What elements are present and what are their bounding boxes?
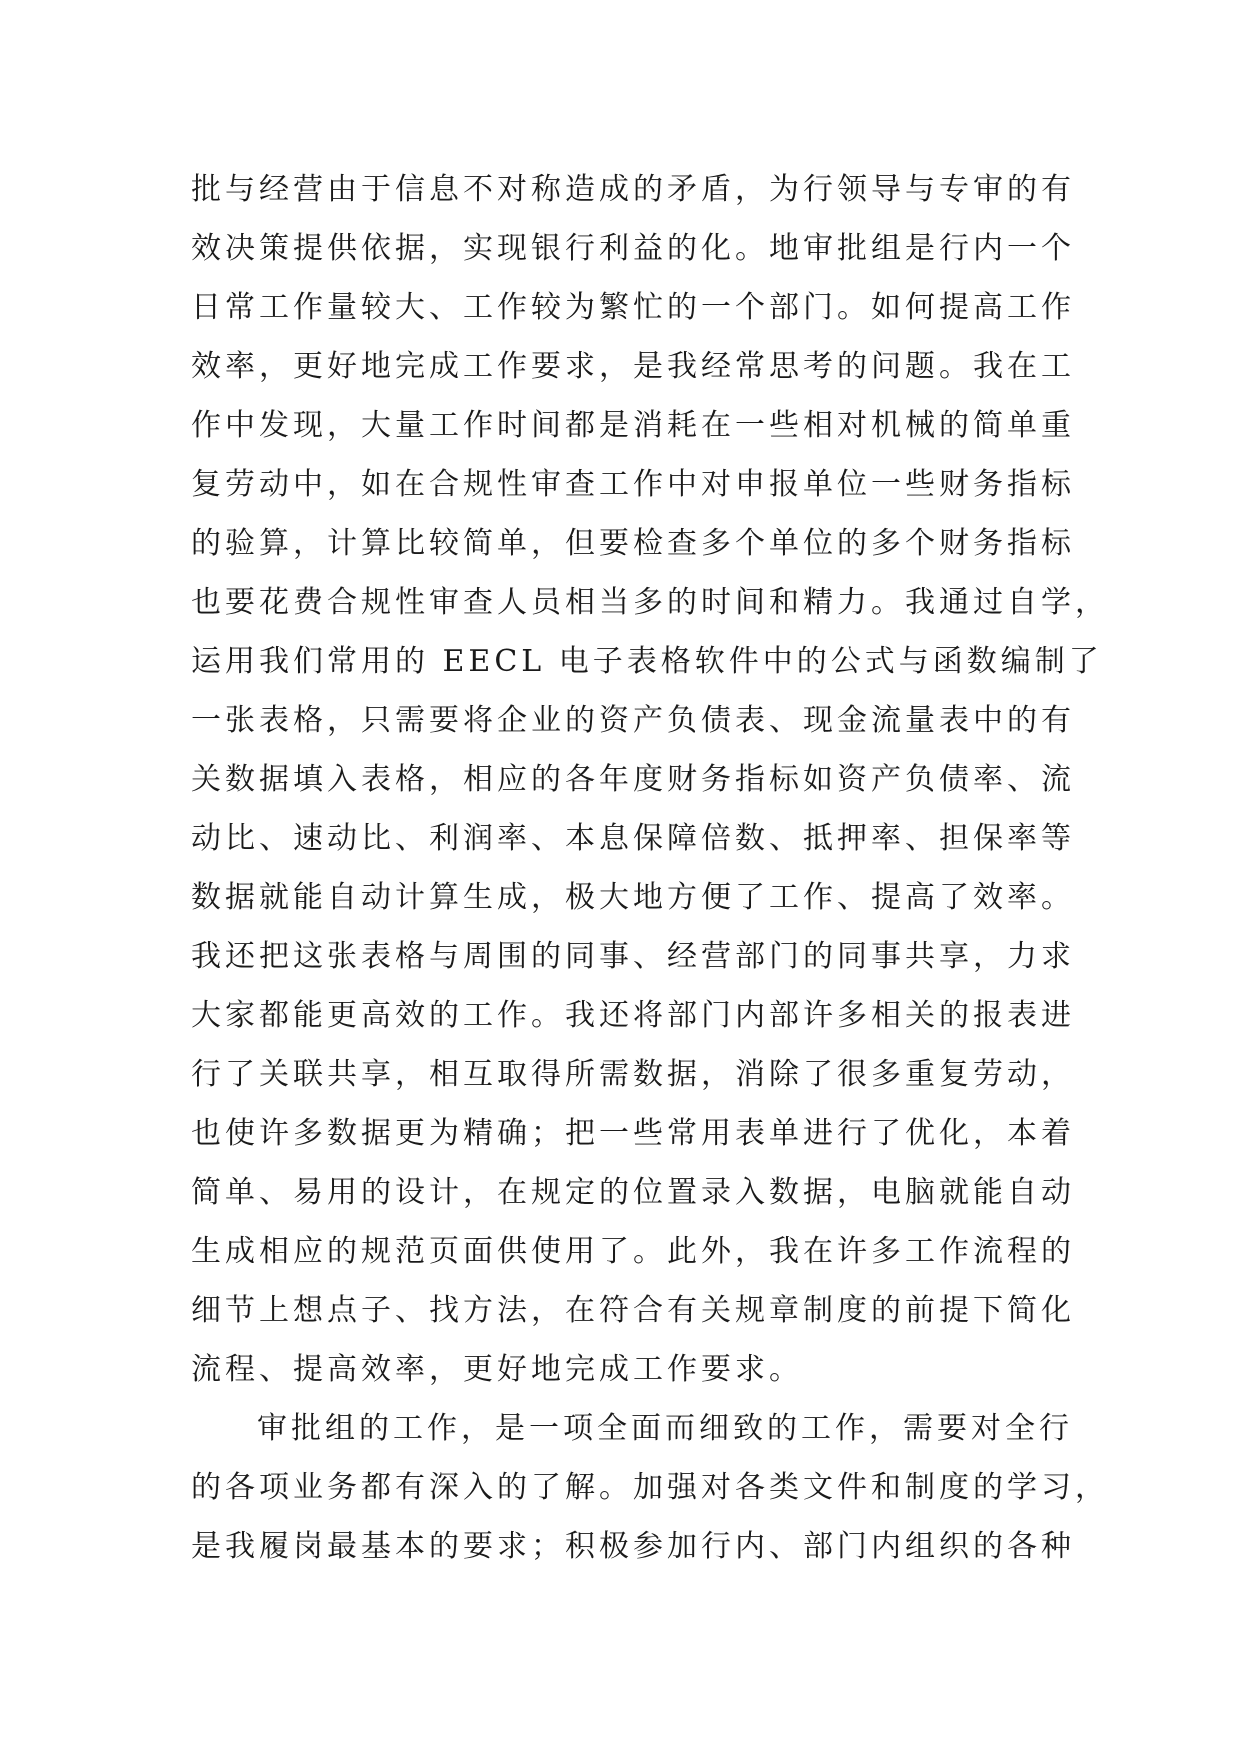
text-line: 效率，更好地完成工作要求，是我经常思考的问题。我在工 xyxy=(191,349,1075,384)
text-line: 我还把这张表格与周围的同事、经营部门的同事共享，力求 xyxy=(191,939,1075,974)
text-line: 简单、易用的设计，在规定的位置录入数据，电脑就能自动 xyxy=(191,1175,1075,1210)
text-line: 复劳动中，如在合规性审查工作中对申报单位一些财务指标 xyxy=(191,467,1075,502)
text-line: 审批组的工作，是一项全面而细致的工作，需要对全行 xyxy=(257,1411,1073,1446)
text-line: 日常工作量较大、工作较为繁忙的一个部门。如何提高工作 xyxy=(191,290,1075,325)
text-line: 生成相应的规范页面供使用了。此外，我在许多工作流程的 xyxy=(191,1234,1075,1269)
text-line: 也使许多数据更为精确；把一些常用表单进行了优化，本着 xyxy=(191,1116,1075,1151)
text-line: 一张表格，只需要将企业的资产负债表、现金流量表中的有 xyxy=(191,703,1075,738)
text-line: 关数据填入表格，相应的各年度财务指标如资产负债率、流 xyxy=(191,762,1075,797)
text-line: 流程、提高效率，更好地完成工作要求。 xyxy=(191,1352,803,1387)
text-line: 数据就能自动计算生成，极大地方便了工作、提高了效率。 xyxy=(191,880,1075,915)
text-line: 细节上想点子、找方法，在符合有关规章制度的前提下简化 xyxy=(191,1293,1075,1328)
text-line: 行了关联共享，相互取得所需数据，消除了很多重复劳动， xyxy=(191,1057,1075,1092)
text-line: 批与经营由于信息不对称造成的矛盾，为行领导与专审的有 xyxy=(191,172,1075,207)
text-line: 动比、速动比、利润率、本息保障倍数、抵押率、担保率等 xyxy=(191,821,1075,856)
text-line: 也要花费合规性审查人员相当多的时间和精力。我通过自学， xyxy=(191,585,1109,620)
text-line: 是我履岗最基本的要求；积极参加行内、部门内组织的各种 xyxy=(191,1529,1075,1564)
text-line: 的各项业务都有深入的了解。加强对各类文件和制度的学习， xyxy=(191,1470,1109,1505)
text-line: 的验算，计算比较简单，但要检查多个单位的多个财务指标 xyxy=(191,526,1075,561)
text-line: 效决策提供依据，实现银行利益的化。地审批组是行内一个 xyxy=(191,231,1075,266)
body-text xyxy=(191,160,1109,1576)
paragraph-1 xyxy=(191,160,1109,1399)
text-line: 运用我们常用的 EECL 电子表格软件中的公式与函数编制了 xyxy=(191,644,1103,679)
paragraph-2 xyxy=(191,1399,1109,1576)
text-line: 大家都能更高效的工作。我还将部门内部许多相关的报表进 xyxy=(191,998,1075,1033)
text-line: 作中发现，大量工作时间都是消耗在一些相对机械的简单重 xyxy=(191,408,1075,443)
